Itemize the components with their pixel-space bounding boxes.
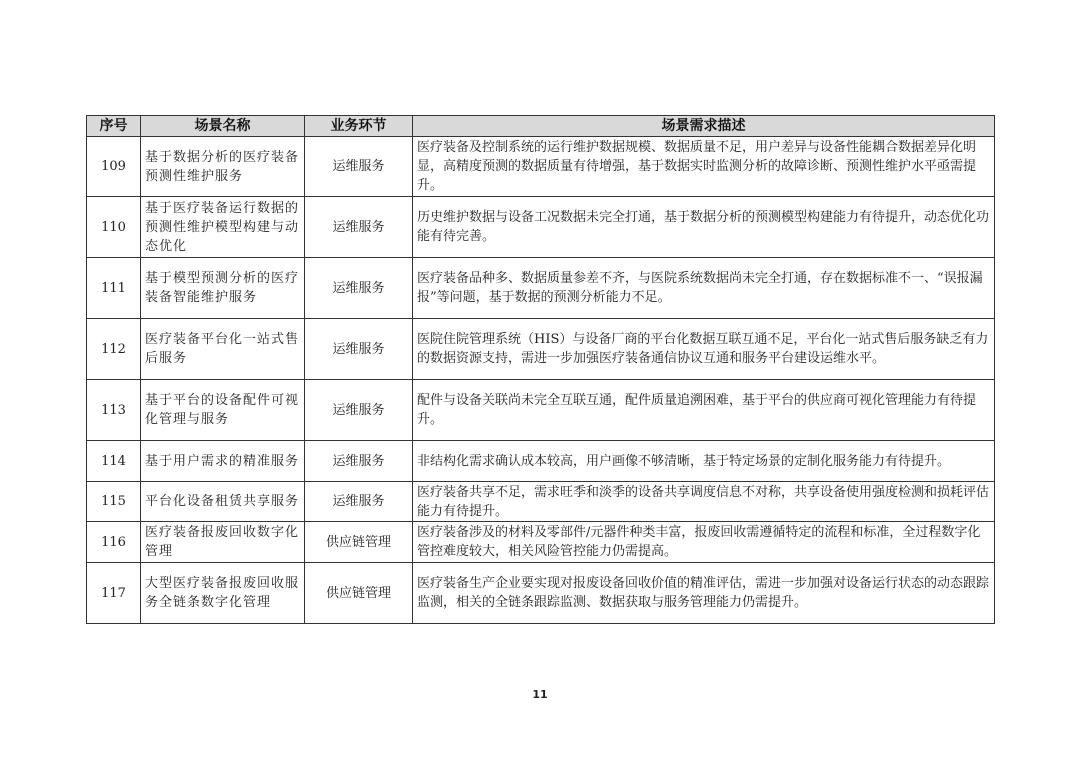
- cell-scenario-name: 大型医疗装备报废回收服务全链条数字化管理: [141, 563, 305, 624]
- table-row: [87, 258, 995, 319]
- cell-business-stage: 运维服务: [305, 258, 413, 319]
- cell-business-stage: 运维服务: [305, 319, 413, 380]
- cell-requirement-description: 配件与设备关联尚未完全互联互通，配件质量追溯困难，基于平台的供应商可视化管理能力有待提升。: [413, 380, 995, 441]
- table-row: [87, 522, 995, 563]
- cell-serial-number: 117: [87, 563, 141, 624]
- cell-requirement-description: 医疗装备品种多、数据质量参差不齐，与医院系统数据尚未完全打通，存在数据标准不一、“误报漏报”等问题，基于数据的预测分析能力不足。: [413, 258, 995, 319]
- cell-business-stage: 运维服务: [305, 482, 413, 522]
- table-row: [87, 137, 995, 197]
- cell-business-stage: 供应链管理: [305, 563, 413, 624]
- cell-requirement-description: 医疗装备生产企业要实现对报废设备回收价值的精准评估，需进一步加强对设备运行状态的动态跟踪监测，相关的全链条跟踪监测、数据获取与服务管理能力仍需提升。: [413, 563, 995, 624]
- cell-serial-number: 116: [87, 522, 141, 563]
- page-number: 11: [532, 688, 548, 701]
- cell-serial-number: 113: [87, 380, 141, 441]
- table-row: [87, 563, 995, 624]
- table-row: [87, 319, 995, 380]
- table-row: [87, 380, 995, 441]
- cell-serial-number: 109: [87, 137, 141, 197]
- cell-scenario-name: 医疗装备平台化一站式售后服务: [141, 319, 305, 380]
- header-scenario-name: 场景名称: [141, 116, 305, 137]
- cell-requirement-description: 非结构化需求确认成本较高，用户画像不够清晰，基于特定场景的定制化服务能力有待提升。: [413, 441, 995, 482]
- cell-business-stage: 运维服务: [305, 380, 413, 441]
- cell-requirement-description: 医院住院管理系统（HIS）与设备厂商的平台化数据互联互通不足，平台化一站式售后服务缺乏有力的数据资源支持，需进一步加强医疗装备通信协议互通和服务平台建设运维水平。: [413, 319, 995, 380]
- cell-requirement-description: 历史维护数据与设备工况数据未完全打通，基于数据分析的预测模型构建能力有待提升，动态优化功能有待完善。: [413, 197, 995, 258]
- cell-serial-number: 114: [87, 441, 141, 482]
- cell-business-stage: 运维服务: [305, 441, 413, 482]
- cell-scenario-name: 基于医疗装备运行数据的预测性维护模型构建与动态优化: [141, 197, 305, 258]
- cell-requirement-description: 医疗装备涉及的材料及零部件/元器件种类丰富，报废回收需遵循特定的流程和标准，全过程数字化管控难度较大，相关风险管控能力仍需提高。: [413, 522, 995, 563]
- table-header-row: [87, 116, 995, 137]
- header-serial-number: 序号: [87, 116, 141, 137]
- scenario-table: [86, 115, 995, 624]
- cell-serial-number: 111: [87, 258, 141, 319]
- cell-serial-number: 112: [87, 319, 141, 380]
- table-row: [87, 197, 995, 258]
- cell-requirement-description: 医疗装备共享不足，需求旺季和淡季的设备共享调度信息不对称，共享设备使用强度检测和损耗评估能力有待提升。: [413, 482, 995, 522]
- cell-scenario-name: 平台化设备租赁共享服务: [141, 482, 305, 522]
- cell-business-stage: 运维服务: [305, 197, 413, 258]
- cell-scenario-name: 基于数据分析的医疗装备预测性维护服务: [141, 137, 305, 197]
- cell-business-stage: 运维服务: [305, 137, 413, 197]
- cell-requirement-description: 医疗装备及控制系统的运行维护数据规模、数据质量不足，用户差异与设备性能耦合数据差异化明显，高精度预测的数据质量有待增强，基于数据实时监测分析的故障诊断、预测性维护水平亟需提升。: [413, 137, 995, 197]
- table-row: [87, 441, 995, 482]
- cell-business-stage: 供应链管理: [305, 522, 413, 563]
- cell-scenario-name: 基于用户需求的精准服务: [141, 441, 305, 482]
- header-requirement-description: 场景需求描述: [413, 116, 995, 137]
- header-business-stage: 业务环节: [305, 116, 413, 137]
- cell-serial-number: 115: [87, 482, 141, 522]
- cell-serial-number: 110: [87, 197, 141, 258]
- cell-scenario-name: 基于模型预测分析的医疗装备智能维护服务: [141, 258, 305, 319]
- cell-scenario-name: 基于平台的设备配件可视化管理与服务: [141, 380, 305, 441]
- table-row: [87, 482, 995, 522]
- cell-scenario-name: 医疗装备报废回收数字化管理: [141, 522, 305, 563]
